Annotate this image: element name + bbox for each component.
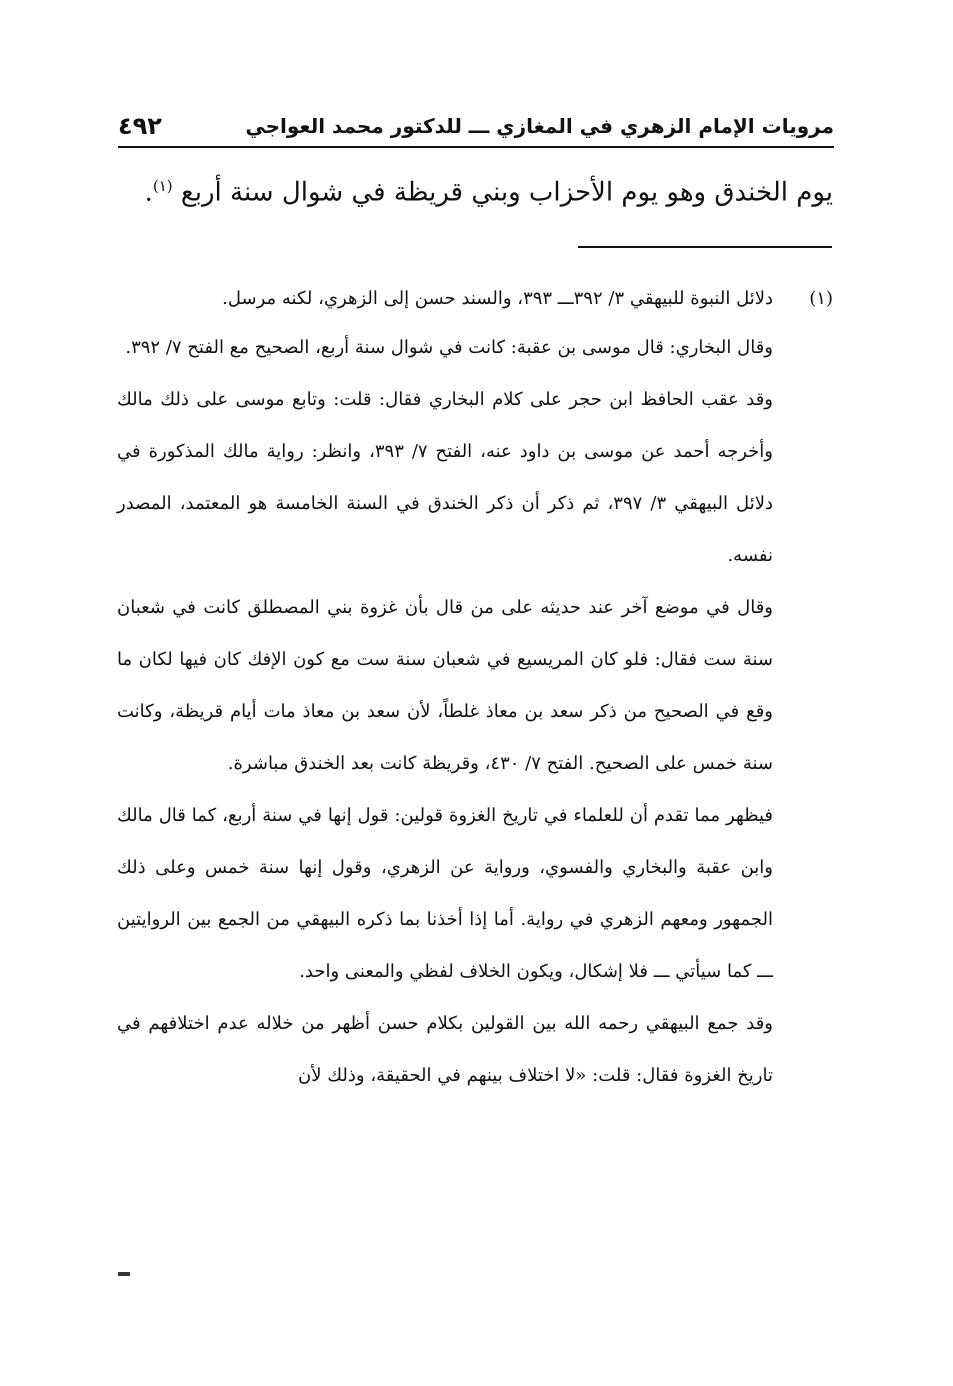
footnote-paragraph: وقد جمع البيهقي رحمه الله بين القولين بكلام حسن أظهر من خلاله عدم اختلافهم في تاريخ الغزوة فقال: قلت: «لا اختلاف بينهم في الحقيقة، وذلك لأن: [117, 1013, 773, 1086]
footnote-body: [117, 276, 773, 1102]
footnote-marker: (١): [809, 288, 833, 309]
continuation-mark: [118, 1272, 130, 1276]
page-header: [118, 112, 834, 148]
page-number: ٤٩٢: [118, 112, 162, 140]
footnote-paragraph: دلائل النبوة للبيهقي ٣/ ٣٩٢ـــ ٣٩٣، والسند حسن إلى الزهري، لكنه مرسل.: [222, 288, 773, 309]
main-text-end: .: [144, 177, 153, 208]
footnote-paragraph: وقال البخاري: قال موسى بن عقبة: كانت في شوال سنة أربع، الصحيح مع الفتح ٧/ ٣٩٢.: [125, 337, 773, 358]
footnote-paragraph: وقد عقب الحافظ ابن حجر على كلام البخاري فقال: قلت: وتابع موسى على ذلك مالك وأخرجه أحمد عن موسى بن داود عنه، الفتح ٧/ ٣٩٣، وانظر: رواية مالك المذكورة في دلائل البيهقي ٣/ ٣٩٧، ثم ذكر أن ذكر الخندق في السنة الخامسة هو المعتمد، المصدر نفسه.: [117, 389, 773, 566]
footnote-paragraph: وقال في موضع آخر عند حديثه على من قال بأن غزوة بني المصطلق كانت في شعبان سنة ست فقال: فلو كان المريسيع في شعبان سنة ست مع كون الإفك كان فيها لكان ما وقع في الصحيح من ذكر سعد بن معاذ غلطاً، لأن سعد بن معاذ مات أيام قريظة، وكانت سنة خمس على الصحيح. الفتح ٧/ ٤٣٠، وقريظة كانت بعد الخندق مباشرة.: [117, 597, 773, 774]
main-text-body: يوم الخندق وهو يوم الأحزاب وبني قريظة في شوال سنة أربع: [180, 177, 833, 208]
running-title: مرويات الإمام الزهري في المغازي ـــ للدكتور محمد العواجي: [245, 114, 834, 138]
footnote-separator: [578, 246, 832, 248]
footnote: [117, 276, 833, 1102]
footnote-reference[interactable]: (١): [152, 177, 173, 195]
main-text: [133, 160, 833, 219]
footnote-paragraph: فيظهر مما تقدم أن للعلماء في تاريخ الغزوة قولين: قول إنها في سنة أربع، كما قال مالك وابن عقبة والبخاري والفسوي، ورواية عن الزهري، وقول إنها سنة خمس وعلى ذلك الجمهور ومعهم الزهري في رواية. أما إذا أخذنا بما ذكره البيهقي من الجمع بين الروايتين ـــ كما سيأتي ـــ فلا إشكال، ويكون الخلاف لفظي والمعنى واحد.: [117, 805, 773, 982]
